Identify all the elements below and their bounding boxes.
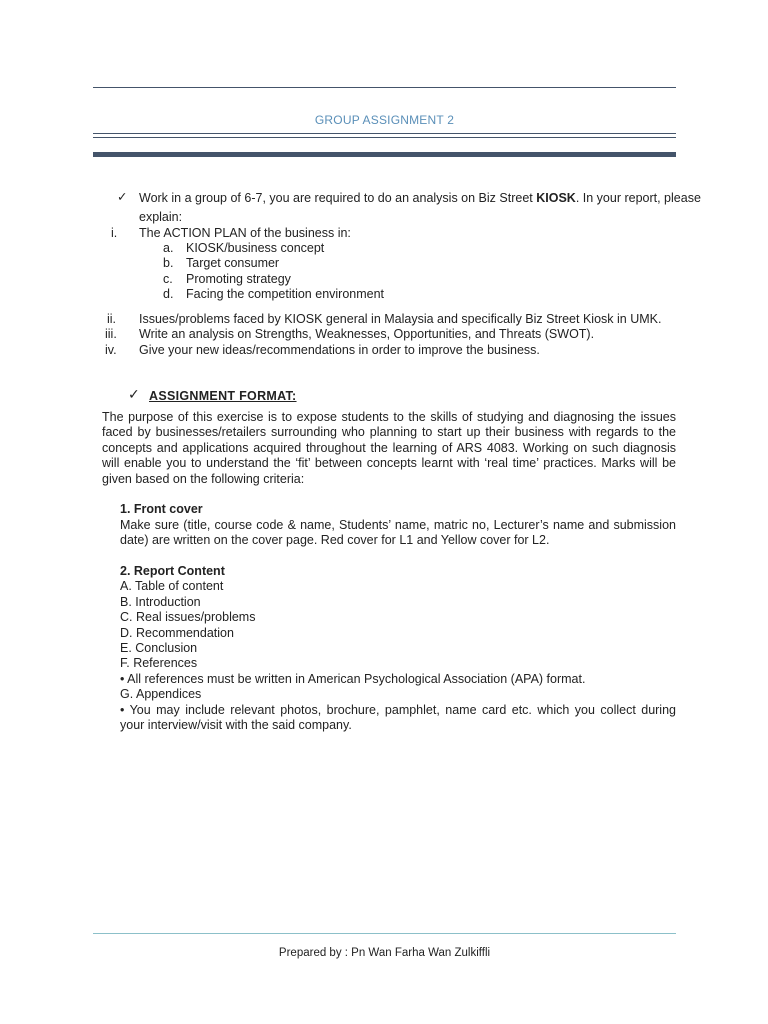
roman-text-2: Issues/problems faced by KIOSK general in Malaysia and specifically Biz Street Kiosk in UMK. [139, 312, 662, 326]
report-item-d: D. Recommendation [120, 626, 234, 640]
sub-text-d: Facing the competition environment [186, 287, 385, 301]
report-item-a: A. Table of content [120, 579, 224, 593]
front-cover-heading: 1. Front cover [120, 502, 203, 516]
report-item-f: F. References [120, 656, 198, 670]
intro-check-icon: ✓ [117, 190, 128, 204]
header-top-rule [93, 87, 676, 88]
report-content-heading: 2. Report Content [120, 564, 225, 578]
sub-text-c: Promoting strategy [186, 272, 291, 286]
intro-text-end: . In your report, please [575, 191, 701, 205]
footer-rule [93, 933, 676, 934]
sub-letter-a: a. [163, 241, 174, 255]
header-double-rule-2 [93, 137, 676, 138]
front-cover-text: Make sure (title, course code & name, Students’ name, matric no, Lecturer’s name and submission date) are written on the cover page. Red cover for L1 and Yellow cover for L2. [120, 518, 676, 548]
intro-text-line2: explain: [139, 210, 183, 224]
footer-prepared-by: Prepared by : Pn Wan Farha Wan Zulkiffli [278, 947, 491, 959]
roman-num-1: i. [111, 226, 118, 240]
roman-num-2: ii. [107, 312, 117, 326]
intro-text-start: Work in a group of 6-7, you are required to do an analysis on Biz Street [139, 191, 533, 205]
header-thick-rule [93, 152, 676, 157]
roman-num-4: iv. [105, 343, 117, 357]
roman-text-1: The ACTION PLAN of the business in: [139, 226, 351, 240]
format-check-icon: ✓ [128, 386, 140, 402]
format-paragraph: The purpose of this exercise is to expose students to the skills of studying and diagnosing the issues faced by businesses/retailers surrounding who planning to start up their business with regards to the concepts and applications acquired throughout the learning of ARS 4083. Working on such diagnosis will enable you to understand the ‘fit’ between concepts learnt with ‘real time’ practices. Marks will be given based on the following criteria: [102, 410, 676, 486]
report-item-apa-bullet: • All references must be written in American Psychological Association (APA) format. [120, 672, 586, 686]
roman-text-3: Write an analysis on Strengths, Weaknesses, Opportunities, and Threats (SWOT). [139, 327, 595, 341]
header-double-rule-1 [93, 133, 676, 134]
roman-num-3: iii. [105, 327, 117, 341]
report-item-g: G. Appendices [120, 687, 202, 701]
report-item-e: E. Conclusion [120, 641, 198, 655]
intro-bold-word: KIOSK [536, 191, 576, 205]
sub-letter-c: c. [163, 272, 173, 286]
report-item-c: C. Real issues/problems [120, 610, 256, 624]
roman-text-4: Give your new ideas/recommendations in order to improve the business. [139, 343, 540, 357]
intro-text [139, 191, 701, 206]
report-item-b: B. Introduction [120, 595, 201, 609]
page-title: GROUP ASSIGNMENT 2 [314, 113, 455, 127]
sub-letter-b: b. [163, 256, 174, 270]
report-item-photos-bullet: • You may include relevant photos, brochure, pamphlet, name card etc. which you collect during your interview/visit with the said company. [120, 703, 676, 733]
sub-letter-d: d. [163, 287, 174, 301]
sub-text-a: KIOSK/business concept [186, 241, 325, 255]
sub-text-b: Target consumer [186, 256, 280, 270]
format-heading: ASSIGNMENT FORMAT: [149, 389, 297, 403]
